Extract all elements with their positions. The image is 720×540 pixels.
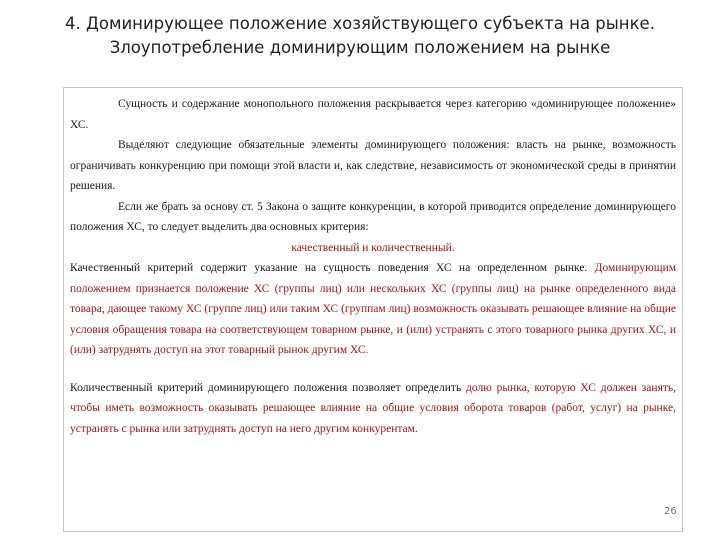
paragraph-qualitative	[70, 258, 676, 361]
page-number: 26	[664, 506, 677, 517]
paragraph-essence: Сущность и содержание монопольного положения раскрывается через категорию «доминирующее положение» ХС.	[70, 98, 676, 131]
quantitative-lead: Количественный критерий доминирующего положения позволяет определить	[70, 381, 462, 394]
qualitative-lead: Качественный критерий содержит указание на сущность поведения ХС на определенном рынке.	[70, 262, 588, 274]
paragraph-law-basis: Если же брать за основу ст. 5 Закона о защите конкуренции, в которой приводится определение доминирующего положения ХС, то следует выделить два основных критерия:	[70, 200, 676, 233]
paragraph-criteria: качественный и количественный.	[291, 241, 455, 254]
paragraph-spacer	[70, 361, 676, 378]
qualitative-definition: Доминирующим положением признается положение ХС (группы лиц) или нескольких ХС (группы лиц) на рынке определенного вида товара, дающее такому ХС (группе лиц) или таким ХС (группам лиц) возможность оказывать решающее влияние на общие условия обращения товара на соответствующем товарном рынке, и (или) устранять с этого товарного рынка других ХС, и (или) затруднять доступ на этот товарный рынок другим ХС.	[70, 262, 676, 356]
content-body	[70, 94, 676, 439]
slide-title	[60, 12, 660, 60]
title-line-2: Злоупотребление доминирующим положением на рынке	[109, 38, 611, 57]
paragraph-quantitative	[70, 378, 676, 440]
title-line-1: 4. Доминирующее положение хозяйствующего субъекта на рынке.	[65, 14, 655, 33]
paragraph-elements: Выделяют следующие обязательные элементы доминирующего положения: власть на рынке, возможность ограничивать конкуренцию при помощи этой власти и, как следствие, независимость от экономической среды в принятии решения.	[70, 139, 676, 192]
quantitative-definition: долю рынка, которую ХС должен занять, чтобы иметь возможность оказывать решающее влияние на общие условия оборота товаров (работ, услуг) на рынке, устранять с рынка или затруднять доступ на него другим конкурентам.	[70, 381, 677, 435]
